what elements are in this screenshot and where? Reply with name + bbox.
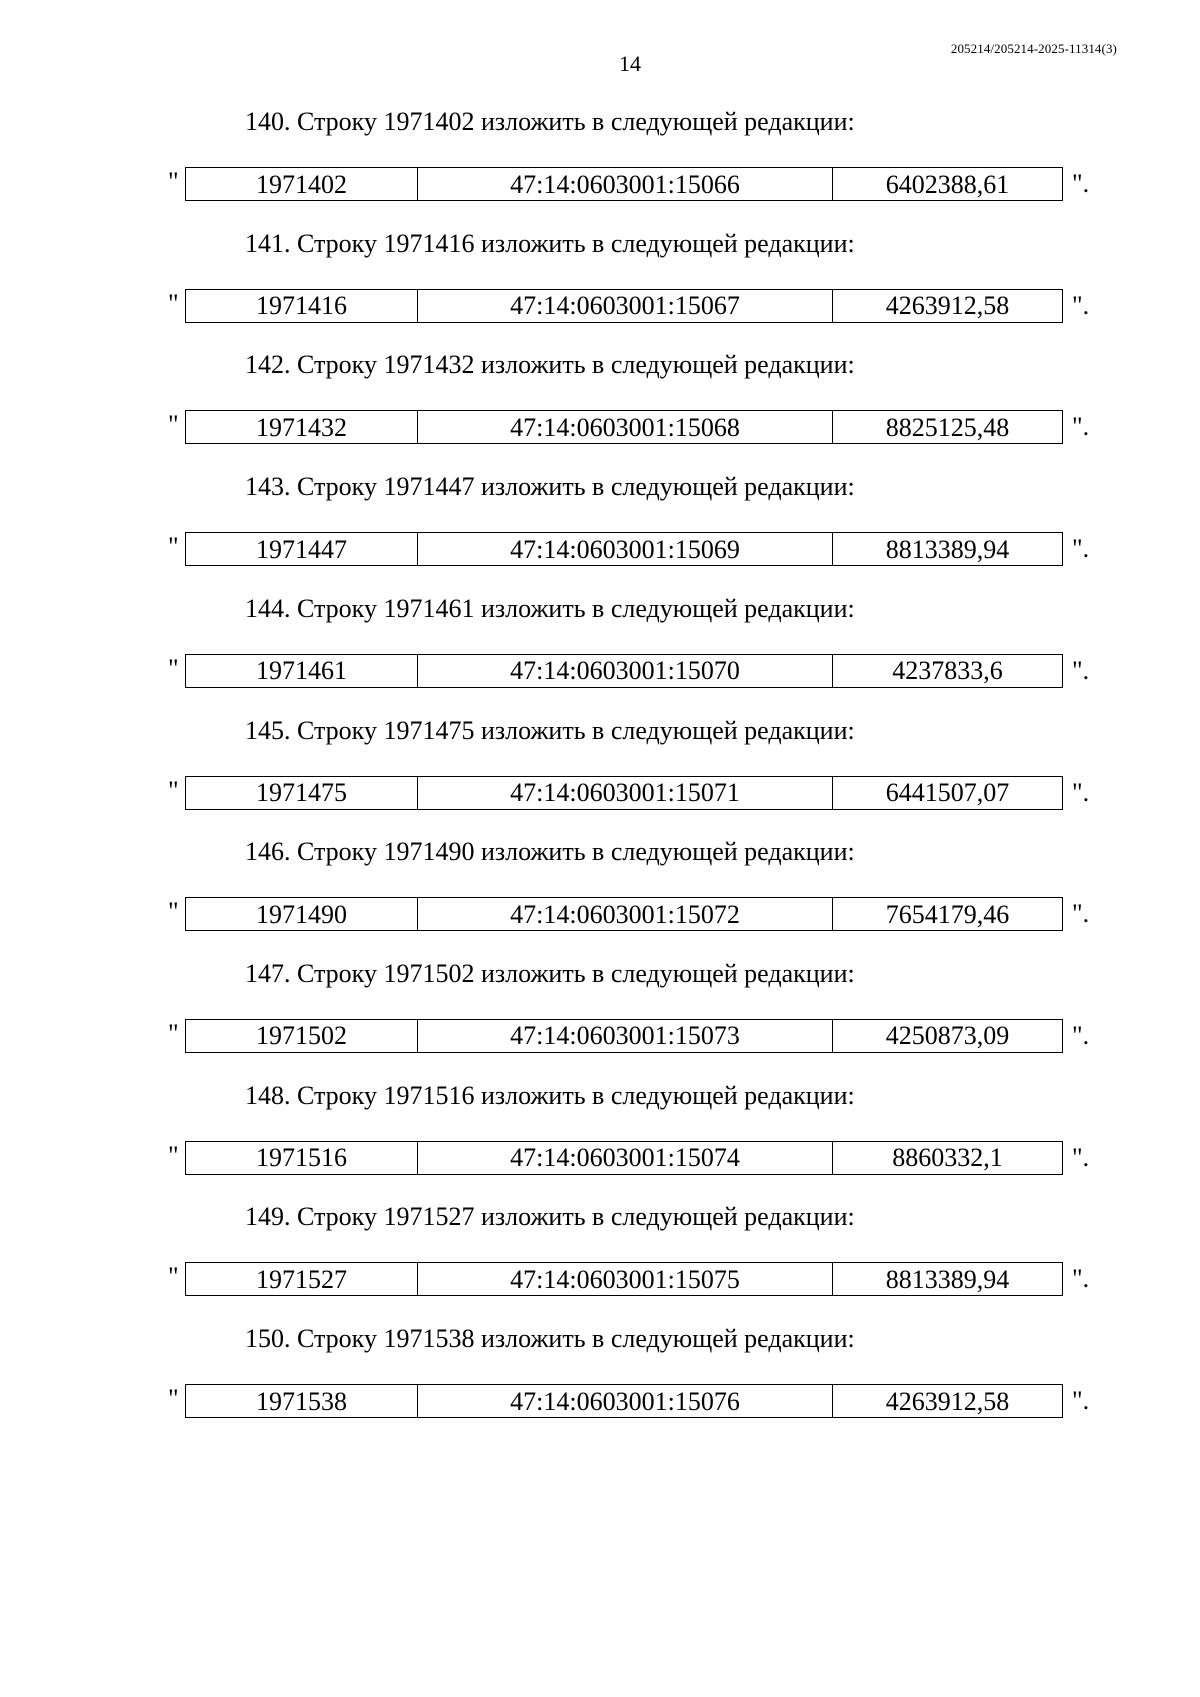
amendment-row [0,289,1200,325]
amendment-instruction: 148. Строку 1971516 изложить в следующей редакции: [245,1080,855,1110]
amendment-item [0,1079,1200,1179]
table-row [186,1019,1063,1052]
cadastral-number-cell: 47:14:0603001:15071 [418,776,833,809]
row-number-cell: 1971402 [186,168,418,201]
cadastral-number-cell: 47:14:0603001:15069 [418,533,833,566]
cadastral-value-cell: 8813389,94 [833,1263,1063,1296]
amendment-instruction: 140. Строку 1971402 изложить в следующей редакции: [245,107,855,136]
row-number-cell: 1971502 [186,1019,418,1052]
cadastral-value-cell: 8860332,1 [833,1141,1063,1174]
row-number-cell: 1971475 [186,776,418,809]
amendment-item [0,348,1200,448]
cadastral-number-cell: 47:14:0603001:15072 [418,898,833,931]
opening-quote: " [168,1384,179,1413]
cadastral-value-cell: 8813389,94 [833,533,1063,566]
table-row [186,168,1063,201]
cadastral-number-cell: 47:14:0603001:15075 [418,1263,833,1296]
table-row [186,533,1063,566]
amendment-table [185,1262,1063,1296]
closing-quote: ". [1072,655,1090,685]
amendment-table [185,897,1063,931]
row-number-cell: 1971527 [186,1263,418,1296]
amendment-instruction: 150. Строку 1971538 изложить в следующей редакции: [245,1324,855,1353]
row-number-cell: 1971416 [186,289,418,322]
cadastral-number-cell: 47:14:0603001:15070 [418,654,833,687]
amendment-row [0,1141,1200,1177]
amendment-table [185,654,1063,688]
amendment-table [185,167,1063,201]
opening-quote: " [168,167,179,196]
amendment-table [185,1141,1063,1175]
closing-quote: ". [1072,169,1090,198]
closing-quote: ". [1072,1386,1090,1415]
amendment-item [0,1200,1200,1300]
amendment-instruction: 144. Строку 1971461 изложить в следующей редакции: [245,593,855,623]
amendment-item [0,470,1200,570]
amendment-table [185,1384,1063,1418]
amendment-instruction: 149. Строку 1971527 изложить в следующей редакции: [245,1202,855,1232]
table-row [186,1263,1063,1296]
table-row [186,654,1063,687]
amendment-item [0,1322,1200,1422]
row-number-cell: 1971447 [186,533,418,566]
opening-quote: " [168,1018,179,1048]
closing-quote: ". [1072,1020,1090,1050]
amendment-row [0,167,1200,203]
opening-quote: " [168,532,179,562]
row-number-cell: 1971538 [186,1385,418,1418]
amendment-table [185,289,1063,323]
row-number-cell: 1971432 [186,411,418,444]
table-row [186,289,1063,322]
cadastral-value-cell: 4250873,09 [833,1019,1063,1052]
cadastral-value-cell: 4263912,58 [833,1385,1063,1418]
opening-quote: " [168,1262,179,1292]
cadastral-number-cell: 47:14:0603001:15067 [418,289,833,322]
amendment-item [0,835,1200,935]
row-number-cell: 1971516 [186,1141,418,1174]
closing-quote: ". [1072,412,1090,442]
amendment-row [0,897,1200,933]
closing-quote: ". [1072,899,1090,929]
amendment-item [0,105,1200,205]
table-row [186,411,1063,444]
cadastral-value-cell: 6402388,61 [833,168,1063,201]
amendment-item [0,592,1200,692]
row-number-cell: 1971490 [186,898,418,931]
opening-quote: " [168,410,179,440]
amendment-instruction: 141. Строку 1971416 изложить в следующей редакции: [245,228,855,258]
amendment-item [0,227,1200,327]
table-row [186,776,1063,809]
closing-quote: ". [1072,534,1090,564]
amendment-instruction: 142. Строку 1971432 изложить в следующей редакции: [245,350,855,380]
table-row [186,898,1063,931]
amendment-row [0,776,1200,812]
amendment-table [185,532,1063,566]
amendment-row [0,1384,1200,1420]
closing-quote: ". [1072,777,1090,807]
opening-quote: " [168,653,179,683]
amendment-row [0,410,1200,446]
table-row [186,1141,1063,1174]
cadastral-value-cell: 8825125,48 [833,411,1063,444]
amendment-row [0,654,1200,690]
amendment-instruction: 145. Строку 1971475 изложить в следующей редакции: [245,715,855,745]
amendment-item [0,714,1200,814]
cadastral-number-cell: 47:14:0603001:15074 [418,1141,833,1174]
amendment-table [185,1019,1063,1053]
closing-quote: ". [1072,290,1090,320]
amendment-instruction: 146. Строку 1971490 изложить в следующей редакции: [245,837,855,867]
amendment-table [185,776,1063,810]
cadastral-number-cell: 47:14:0603001:15073 [418,1019,833,1052]
page-number: 14 [619,51,641,76]
amendment-row [0,1019,1200,1055]
amendment-instruction: 143. Строку 1971447 изложить в следующей редакции: [245,472,855,502]
opening-quote: " [168,897,179,927]
opening-quote: " [168,1140,179,1170]
cadastral-value-cell: 6441507,07 [833,776,1063,809]
cadastral-value-cell: 4237833,6 [833,654,1063,687]
amendment-row [0,532,1200,568]
cadastral-value-cell: 4263912,58 [833,289,1063,322]
document-id: 205214/205214-2025-11314(3) [950,41,1117,56]
amendment-table [185,410,1063,444]
amendment-row [0,1262,1200,1298]
cadastral-number-cell: 47:14:0603001:15068 [418,411,833,444]
closing-quote: ". [1072,1142,1090,1172]
opening-quote: " [168,288,179,318]
cadastral-number-cell: 47:14:0603001:15076 [418,1385,833,1418]
cadastral-number-cell: 47:14:0603001:15066 [418,168,833,201]
table-row [186,1385,1063,1418]
amendment-item [0,957,1200,1057]
row-number-cell: 1971461 [186,654,418,687]
closing-quote: ". [1072,1264,1090,1294]
cadastral-value-cell: 7654179,46 [833,898,1063,931]
opening-quote: " [168,775,179,805]
amendment-instruction: 147. Строку 1971502 изложить в следующей редакции: [245,958,855,988]
